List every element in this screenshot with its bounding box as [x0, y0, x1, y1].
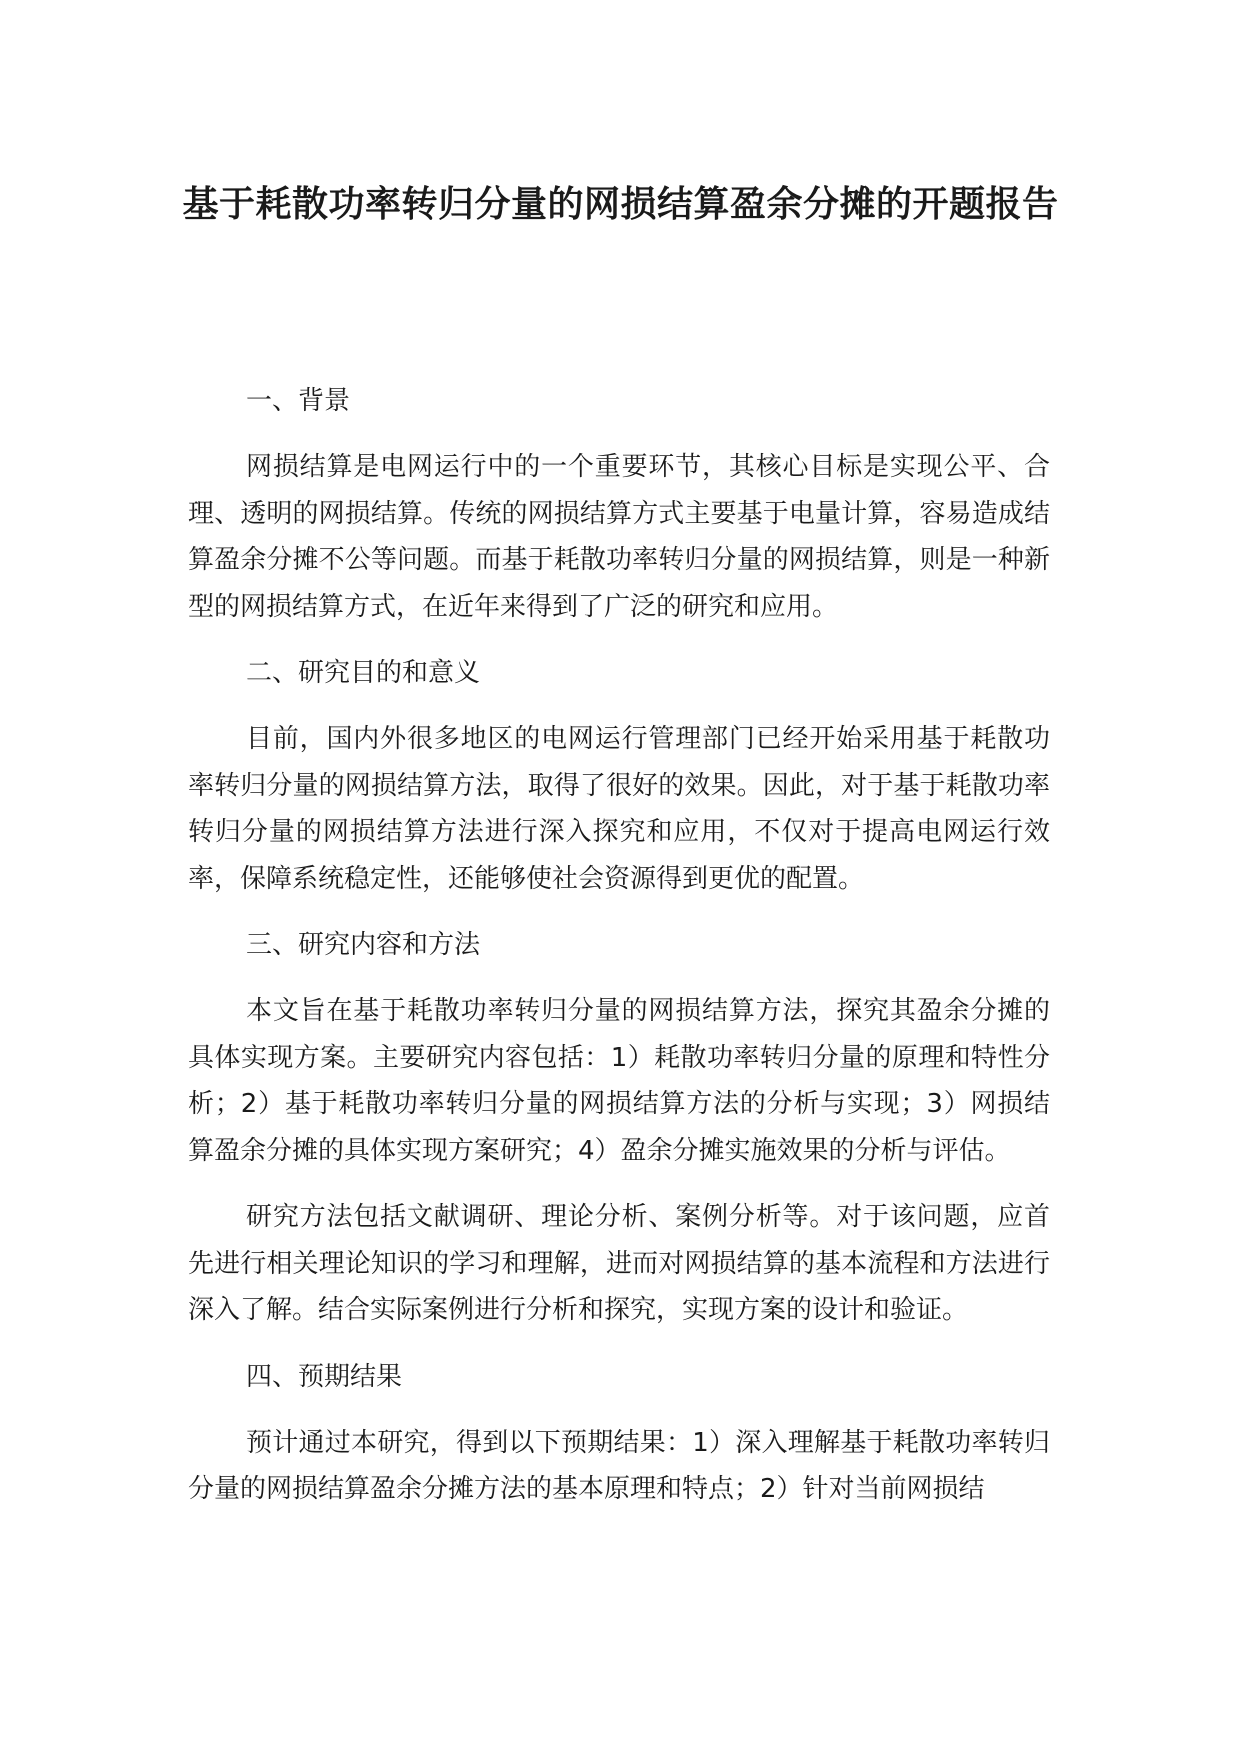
- section-heading: 二、研究目的和意义: [246, 658, 481, 688]
- paragraph: 目前，国内外很多地区的电网运行管理部门已经开始采用基于耗散功率转归分量的网损结算方法，取得了很好的效果。因此，对于基于耗散功率转归分量的网损结算方法进行深入探究和应用，不仅对于提高电网运行效率，保障系统稳定性，还能够使社会资源得到更优的配置。: [188, 724, 1050, 894]
- paragraph: 预计通过本研究，得到以下预期结果：1）深入理解基于耗散功率转归分量的网损结算盈余分摊方法的基本原理和特点；2）针对当前网损结: [188, 1427, 1050, 1504]
- section-heading: 一、背景: [246, 386, 351, 416]
- section-heading: 四、预期结果: [246, 1361, 403, 1392]
- section-heading: 三、研究内容和方法: [246, 930, 481, 960]
- paragraph: 研究方法包括文献调研、理论分析、案例分析等。对于该问题，应首先进行相关理论知识的学习和理解，进而对网损结算的基本流程和方法进行深入了解。结合实际案例进行分析和探究，实现方案的设计和验证。: [188, 1202, 1050, 1325]
- paragraph: 网损结算是电网运行中的一个重要环节，其核心目标是实现公平、合理、透明的网损结算。传统的网损结算方式主要基于电量计算，容易造成结算盈余分摊不公等问题。而基于耗散功率转归分量的网损结算，则是一种新型的网损结算方式，在近年来得到了广泛的研究和应用。: [188, 452, 1050, 622]
- document-body: [188, 378, 1050, 1533]
- paragraph: 本文旨在基于耗散功率转归分量的网损结算方法，探究其盈余分摊的具体实现方案。主要研究内容包括：1）耗散功率转归分量的原理和特性分析；2）基于耗散功率转归分量的网损结算方法的分析与实现；3）网损结算盈余分摊的具体实现方案研究；4）盈余分摊实施效果的分析与评估。: [188, 996, 1050, 1166]
- document-title: 基于耗散功率转归分量的网损结算盈余分摊的开题报告: [182, 184, 1059, 225]
